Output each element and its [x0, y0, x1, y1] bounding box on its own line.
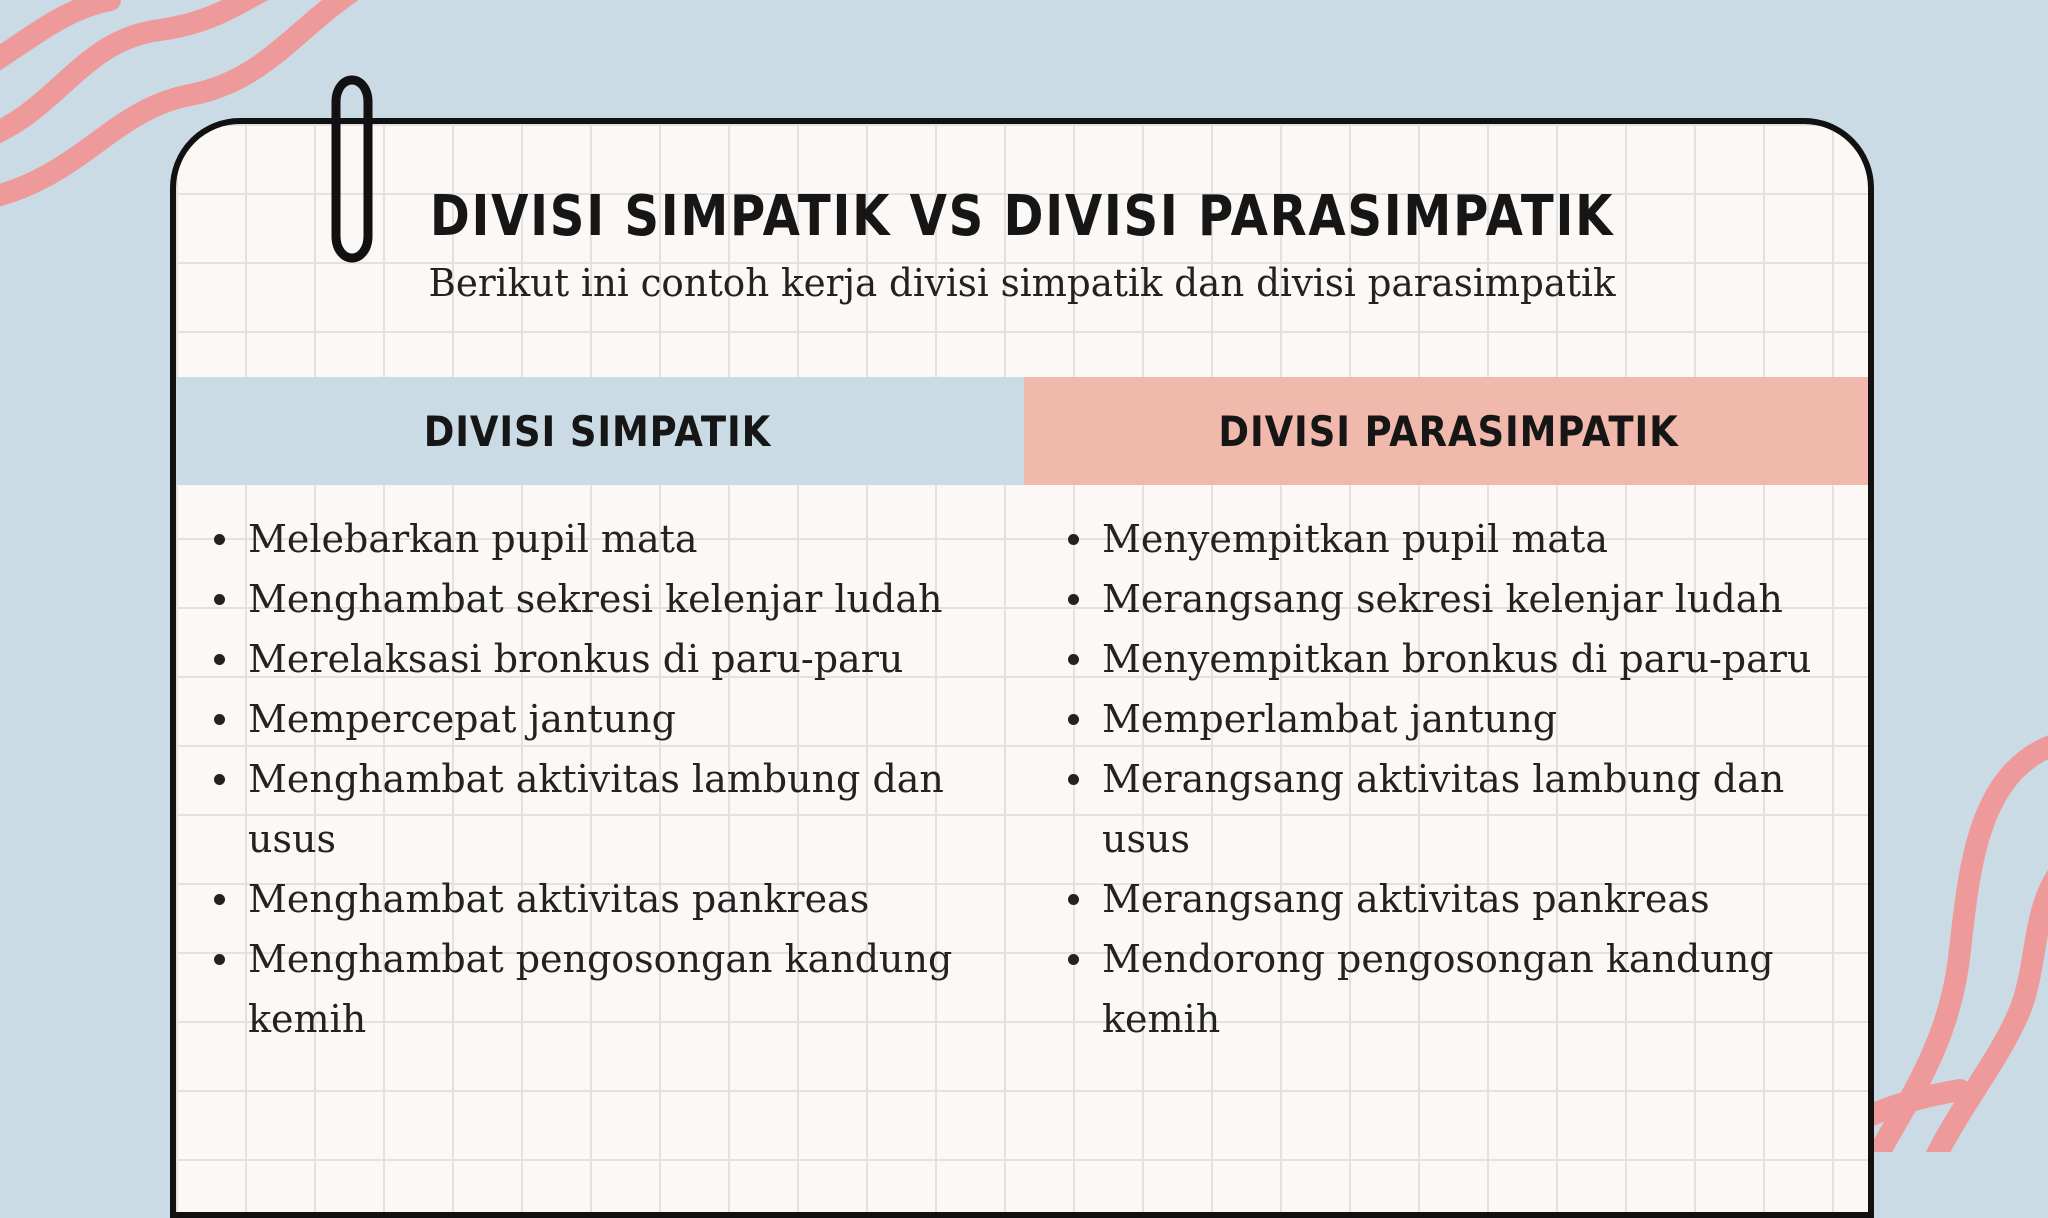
list-parasimpatik [1066, 509, 1866, 1049]
list-item: Mendorong pengosongan kandung kemih [1066, 929, 1866, 1049]
column-header-parasimpatik [1024, 377, 1874, 485]
list-item: Melebarkan pupil mata [212, 509, 1012, 569]
list-item: Menghambat sekresi kelenjar ludah [212, 569, 1012, 629]
column-header-parasimpatik-label: DIVISI PARASIMPATIK [1218, 406, 1680, 456]
column-header-simpatik-label: DIVISI SIMPATIK [423, 406, 771, 456]
list-simpatik [212, 509, 1012, 1049]
list-item: Menyempitkan bronkus di paru-paru [1066, 629, 1866, 689]
list-item: Merelaksasi bronkus di paru-paru [212, 629, 1012, 689]
list-item: Menghambat pengosongan kandung kemih [212, 929, 1012, 1049]
list-item: Menghambat aktivitas pankreas [212, 869, 1012, 929]
column-header-simpatik [170, 377, 1024, 485]
list-item: Memperlambat jantung [1066, 689, 1866, 749]
paperclip-icon [322, 74, 382, 264]
list-item: Mempercepat jantung [212, 689, 1012, 749]
wave-bottom-right-2 [1930, 860, 2048, 1152]
page-title: DIVISI SIMPATIK VS DIVISI PARASIMPATIK [429, 184, 1615, 249]
list-item: Merangsang aktivitas lambung dan usus [1066, 749, 1866, 869]
list-item: Merangsang sekresi kelenjar ludah [1066, 569, 1866, 629]
list-item: Merangsang aktivitas pankreas [1066, 869, 1866, 929]
wave-bottom-right-1 [1870, 740, 2048, 1152]
list-item: Menghambat aktivitas lambung dan usus [212, 749, 1012, 869]
list-item: Menyempitkan pupil mata [1066, 509, 1866, 569]
page-subtitle: Berikut ini contoh kerja divisi simpatik dan divisi parasimpatik [428, 261, 1616, 305]
content-card [170, 118, 1874, 1218]
wave-top-left-1 [0, 0, 110, 70]
